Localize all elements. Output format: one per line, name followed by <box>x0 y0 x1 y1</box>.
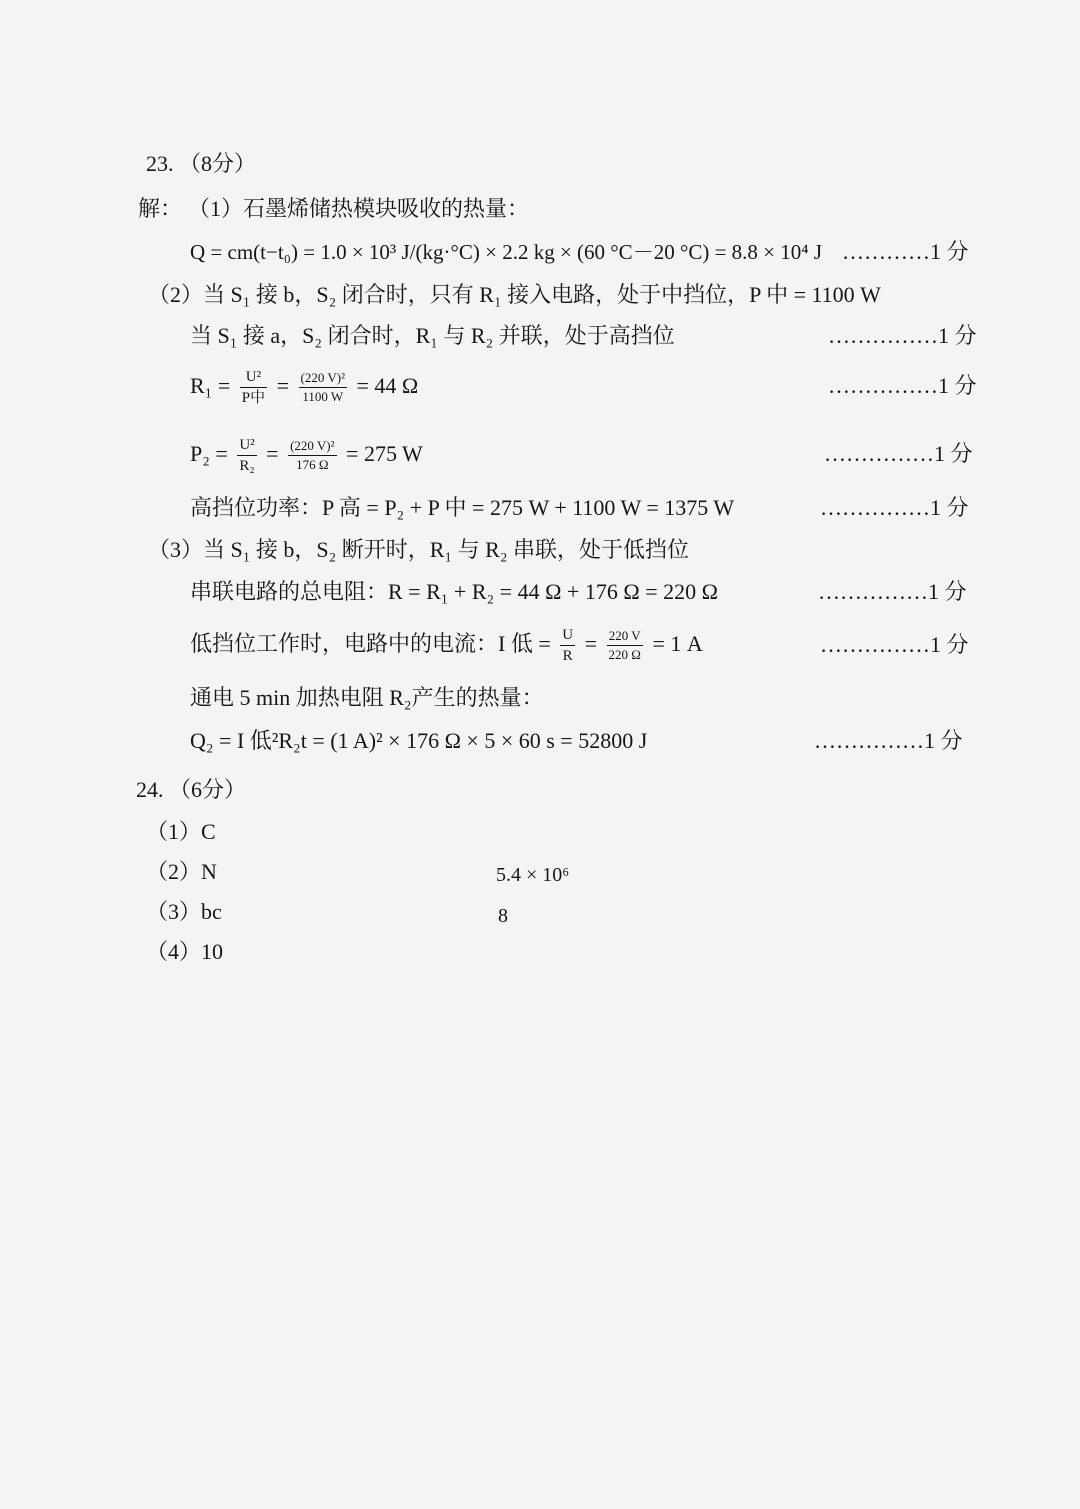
p2-frac2-denominator: 176 Ω <box>296 457 329 473</box>
r1-equals: = <box>276 373 295 398</box>
q23-part2-line2-score: ……………1 分 <box>828 323 977 348</box>
p2-fraction-numeric <box>288 437 336 474</box>
p2-score: ……………1 分 <box>824 441 973 466</box>
current-formula <box>190 620 703 668</box>
r1-fraction-numeric <box>299 369 347 406</box>
q23-header: 23. （8分） <box>146 151 257 176</box>
current-fraction-symbolic <box>560 625 575 666</box>
q23-part3-line5-score: ……………1 分 <box>814 728 963 753</box>
q23-part3-line2: 串联电路的总电阻：R = R₁ + R₂ = 44 Ω + 176 Ω = 220 Ω <box>190 579 718 604</box>
high-power-score: ……………1 分 <box>820 495 969 520</box>
q23-part3-line5: Q₂ = I 低²R₂t = (1 A)² × 176 Ω × 5 × 60 s = 52800 J <box>190 728 648 753</box>
q24-answer-1: （1）C <box>146 819 216 844</box>
q23-part3-line2-score: ……………1 分 <box>818 579 967 604</box>
p2-result: = 275 W <box>346 441 423 466</box>
current-frac2-denominator: 220 Ω <box>608 647 641 663</box>
current-frac2-numerator: 220 V <box>607 627 643 646</box>
q23-solution-label: 解： <box>138 196 183 221</box>
q23-part1-score: …………1 分 <box>842 239 969 264</box>
q24-answer-4: （4）10 <box>146 939 224 964</box>
q23-part1-equation: Q = cm(t−t₀) = 1.0 × 10³ J/(kg·°C) × 2.2 kg × (60 °C－20 °C) = 8.8 × 10⁴ J <box>190 240 823 264</box>
current-score: ……………1 分 <box>820 632 969 657</box>
q23-part3-line4: 通电 5 min 加热电阻 R₂产生的热量： <box>190 685 544 710</box>
r1-score: ……………1 分 <box>828 373 977 398</box>
r1-frac2-numerator: (220 V)² <box>299 369 347 388</box>
current-result: = 1 A <box>652 631 703 656</box>
p2-lhs: P₂ = <box>190 441 228 466</box>
p2-frac1-denominator: R₂ <box>239 458 255 475</box>
p2-formula <box>190 430 423 478</box>
q24-header: 24. （6分） <box>136 777 247 802</box>
r1-frac1-numerator: U² <box>240 367 267 388</box>
current-formula-text: 低挡位工作时，电路中的电流：I 低 = <box>190 631 551 656</box>
p2-frac1-numerator: U² <box>237 435 256 456</box>
q24-answer-2: （2）N <box>146 859 217 884</box>
p2-frac2-numerator: (220 V)² <box>288 437 336 456</box>
q24-answer-3-value: 8 <box>498 905 508 927</box>
q23-part1-intro: （1）石墨烯储热模块吸收的热量： <box>188 196 530 221</box>
r1-fraction-symbolic <box>240 367 267 408</box>
current-fraction-numeric <box>607 627 643 664</box>
p2-fraction-symbolic <box>237 435 256 476</box>
r1-formula <box>190 362 418 410</box>
p2-equals: = <box>266 441 285 466</box>
r1-frac2-denominator: 1100 W <box>302 389 344 405</box>
current-frac1-denominator: R <box>562 648 573 665</box>
q23-part2-line1: （2）当 S₁ 接 b，S₂ 闭合时，只有 R₁ 接入电路，处于中挡位，P 中 = 1100 W <box>148 282 881 307</box>
q24-answer-3: （3）bc <box>146 899 222 924</box>
q24-answer-2-value: 5.4 × 10⁶ <box>496 864 570 886</box>
r1-result: = 44 Ω <box>356 373 419 398</box>
q23-part3-line1: （3）当 S₁ 接 b，S₂ 断开时，R₁ 与 R₂ 串联，处于低挡位 <box>148 537 689 562</box>
current-equals: = <box>584 631 603 656</box>
high-power-line: 高挡位功率：P 高 = P₂ + P 中 = 275 W + 1100 W = 1375 W <box>190 495 735 520</box>
current-frac1-numerator: U <box>560 625 575 646</box>
r1-frac1-denominator: P中 <box>241 390 266 407</box>
r1-lhs: R₁ = <box>190 373 231 398</box>
q23-part2-line2: 当 S₁ 接 a，S₂ 闭合时，R₁ 与 R₂ 并联，处于高挡位 <box>190 323 675 348</box>
